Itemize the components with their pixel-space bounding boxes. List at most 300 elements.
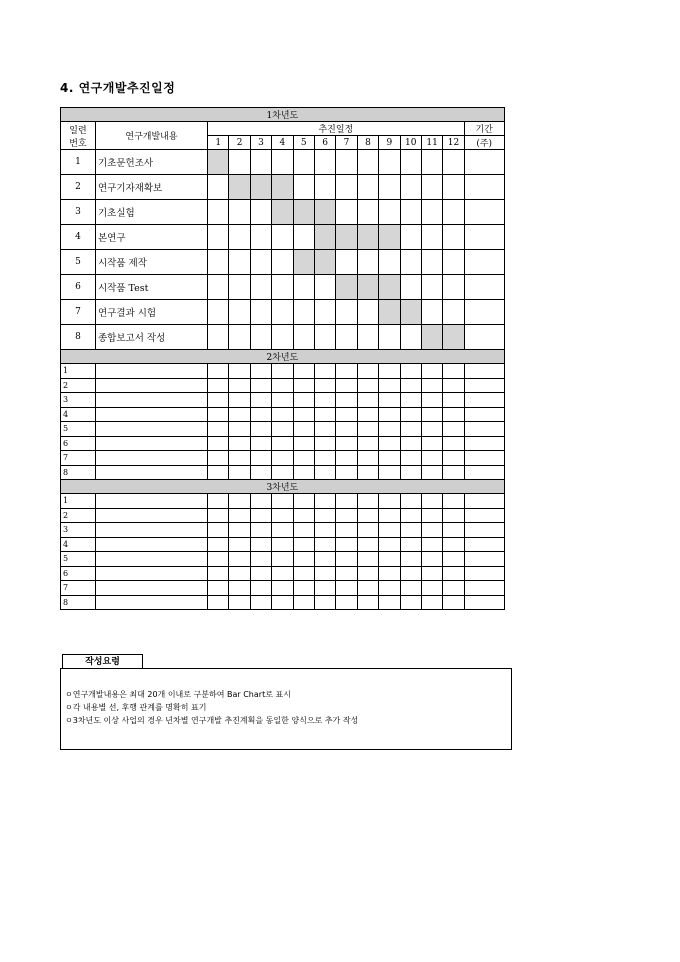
gantt-bar-cell [250,175,271,200]
month-cell [336,300,357,325]
month-cell [421,508,442,523]
month-header: 9 [379,136,400,150]
month-cell [336,422,357,437]
task-row [61,150,505,175]
task-row [61,325,505,350]
month-cell [229,508,250,523]
month-cell [250,300,271,325]
month-cell [379,523,400,538]
month-cell [293,422,314,437]
month-cell [314,407,335,422]
month-cell [443,451,464,466]
month-cell [208,225,229,250]
month-cell [400,581,421,596]
gantt-bar-cell [443,325,464,350]
month-cell [272,378,293,393]
period-cell[interactable] [464,494,504,509]
month-cell [229,537,250,552]
month-cell [400,566,421,581]
gantt-bar-cell [293,250,314,275]
month-cell [293,465,314,480]
month-cell [229,494,250,509]
period-cell[interactable] [464,225,504,250]
month-cell [208,465,229,480]
month-cell [272,150,293,175]
month-cell [379,150,400,175]
month-cell [293,451,314,466]
task-row [61,300,505,325]
month-cell [314,300,335,325]
row-number: 5 [61,552,96,567]
year-header-row [61,480,505,494]
empty-row [61,465,505,480]
month-cell [336,523,357,538]
month-cell [293,581,314,596]
month-cell [357,407,378,422]
month-cell [250,552,271,567]
month-cell [379,378,400,393]
month-cell [293,300,314,325]
month-cell [229,566,250,581]
month-cell [443,393,464,408]
month-cell [208,552,229,567]
task-row [61,225,505,250]
month-cell [293,150,314,175]
content-cell[interactable] [96,523,208,538]
period-cell[interactable] [464,451,504,466]
month-cell [208,451,229,466]
month-cell [208,407,229,422]
month-cell [400,595,421,610]
month-cell [314,494,335,509]
gantt-bar-cell [336,275,357,300]
month-cell [400,523,421,538]
month-cell [357,552,378,567]
row-number: 1 [61,494,96,509]
task-name: 시작품 제작 [96,250,208,275]
month-cell [379,407,400,422]
col-content-header: 연구개발내용 [96,122,208,150]
month-header: 4 [272,136,293,150]
month-header: 5 [293,136,314,150]
month-header: 12 [443,136,464,150]
content-cell[interactable] [96,407,208,422]
month-cell [357,595,378,610]
month-cell [208,325,229,350]
month-cell [272,566,293,581]
month-cell [229,200,250,225]
month-cell [400,436,421,451]
month-cell [336,200,357,225]
schedule-table [60,107,505,610]
guide-heading: 작성요령 [62,654,143,669]
month-cell [336,465,357,480]
month-cell [421,523,442,538]
col-period-header: 기간 [464,122,504,136]
month-cell [336,325,357,350]
month-cell [357,378,378,393]
period-cell[interactable] [464,552,504,567]
content-cell[interactable] [96,595,208,610]
month-cell [229,436,250,451]
month-cell [208,300,229,325]
month-cell [229,581,250,596]
month-cell [357,451,378,466]
month-cell [443,581,464,596]
empty-row [61,566,505,581]
period-cell[interactable] [464,378,504,393]
month-cell [293,325,314,350]
month-cell [208,436,229,451]
content-cell[interactable] [96,552,208,567]
month-cell [250,364,271,379]
month-cell [314,364,335,379]
month-cell [229,595,250,610]
month-cell [357,325,378,350]
month-cell [250,566,271,581]
month-cell [443,422,464,437]
month-cell [421,300,442,325]
month-cell [443,275,464,300]
period-cell[interactable] [464,200,504,225]
month-cell [421,225,442,250]
month-cell [272,451,293,466]
period-cell[interactable] [464,364,504,379]
period-cell[interactable] [464,465,504,480]
task-row [61,250,505,275]
empty-row [61,595,505,610]
col-period-unit: (주) [464,136,504,150]
content-cell[interactable] [96,422,208,437]
month-cell [357,422,378,437]
period-cell[interactable] [464,150,504,175]
row-number: 7 [61,451,96,466]
month-cell [400,537,421,552]
task-number: 2 [61,175,96,200]
month-cell [250,537,271,552]
month-cell [250,275,271,300]
month-cell [421,566,442,581]
month-cell [336,150,357,175]
month-cell [400,508,421,523]
month-cell [379,422,400,437]
month-cell [272,508,293,523]
row-number: 3 [61,393,96,408]
month-cell [421,407,442,422]
month-cell [229,407,250,422]
year-label: 2차년도 [61,350,505,364]
period-cell[interactable] [464,250,504,275]
month-cell [250,393,271,408]
gantt-bar-cell [379,300,400,325]
task-row [61,175,505,200]
month-cell [272,581,293,596]
month-cell [379,325,400,350]
month-cell [272,364,293,379]
month-cell [293,595,314,610]
month-cell [208,595,229,610]
row-number: 6 [61,566,96,581]
row-number: 8 [61,595,96,610]
task-name: 종합보고서 작성 [96,325,208,350]
month-cell [229,225,250,250]
month-cell [208,566,229,581]
month-cell [208,200,229,225]
month-cell [336,451,357,466]
empty-row [61,436,505,451]
month-header: 7 [336,136,357,150]
gantt-bar-cell [379,225,400,250]
month-cell [293,494,314,509]
task-name: 연구기자재확보 [96,175,208,200]
month-cell [379,200,400,225]
month-cell [272,552,293,567]
month-cell [272,275,293,300]
month-cell [314,175,335,200]
month-cell [357,494,378,509]
empty-row [61,494,505,509]
month-cell [314,150,335,175]
month-cell [272,537,293,552]
month-cell [293,175,314,200]
empty-row [61,393,505,408]
month-cell [208,250,229,275]
period-cell[interactable] [464,581,504,596]
gantt-bar-cell [293,200,314,225]
empty-row [61,378,505,393]
month-cell [443,407,464,422]
month-cell [336,595,357,610]
period-cell[interactable] [464,537,504,552]
year-header-row [61,350,505,364]
month-header: 1 [208,136,229,150]
month-cell [293,364,314,379]
month-cell [379,595,400,610]
period-cell[interactable] [464,175,504,200]
content-cell[interactable] [96,393,208,408]
month-cell [400,175,421,200]
period-cell[interactable] [464,422,504,437]
period-cell[interactable] [464,508,504,523]
month-cell [229,451,250,466]
content-cell[interactable] [96,508,208,523]
month-cell [293,537,314,552]
month-header: 11 [421,136,442,150]
month-cell [421,175,442,200]
content-cell[interactable] [96,451,208,466]
empty-row [61,422,505,437]
month-cell [272,225,293,250]
month-cell [272,393,293,408]
empty-row [61,523,505,538]
month-cell [229,325,250,350]
month-cell [336,537,357,552]
month-header: 3 [250,136,271,150]
month-cell [293,225,314,250]
period-cell[interactable] [464,523,504,538]
month-cell [421,465,442,480]
month-cell [272,325,293,350]
month-cell [379,436,400,451]
month-cell [229,275,250,300]
content-cell[interactable] [96,364,208,379]
month-cell [443,436,464,451]
month-cell [336,566,357,581]
gantt-bar-cell [272,200,293,225]
gantt-bar-cell [421,325,442,350]
period-cell[interactable] [464,325,504,350]
month-cell [400,150,421,175]
month-cell [400,364,421,379]
guide-line-1: ㅇ연구개발내용은 최대 20개 이내로 구분하여 Bar Chart로 표시 [65,690,291,699]
month-cell [357,537,378,552]
guide-line-2: ㅇ각 내용별 선, 후행 관계를 명확히 표기 [65,703,207,712]
month-cell [379,581,400,596]
month-cell [357,508,378,523]
header-row [61,122,505,136]
gantt-bar-cell [208,150,229,175]
month-cell [229,300,250,325]
gantt-bar-cell [400,300,421,325]
month-cell [379,552,400,567]
month-cell [314,393,335,408]
month-cell [443,523,464,538]
month-cell [400,378,421,393]
month-cell [379,465,400,480]
task-name: 본연구 [96,225,208,250]
month-cell [229,523,250,538]
month-cell [379,175,400,200]
row-number: 4 [61,537,96,552]
task-name: 기초실험 [96,200,208,225]
month-cell [421,422,442,437]
month-cell [400,250,421,275]
month-cell [229,250,250,275]
period-cell[interactable] [464,393,504,408]
month-cell [336,364,357,379]
month-cell [314,581,335,596]
month-cell [400,451,421,466]
month-cell [357,436,378,451]
period-cell[interactable] [464,595,504,610]
month-cell [293,436,314,451]
month-cell [208,537,229,552]
gantt-bar-cell [272,175,293,200]
month-cell [379,393,400,408]
task-number: 8 [61,325,96,350]
content-cell[interactable] [96,378,208,393]
period-cell[interactable] [464,566,504,581]
month-cell [314,275,335,300]
row-number: 7 [61,581,96,596]
task-name: 기초문헌조사 [96,150,208,175]
month-cell [272,465,293,480]
month-cell [357,393,378,408]
month-cell [421,581,442,596]
month-cell [250,422,271,437]
task-number: 3 [61,200,96,225]
row-number: 2 [61,378,96,393]
month-cell [443,250,464,275]
month-cell [336,250,357,275]
month-cell [379,364,400,379]
period-cell[interactable] [464,436,504,451]
month-cell [400,200,421,225]
month-cell [336,581,357,596]
year-label: 3차년도 [61,480,505,494]
row-number: 5 [61,422,96,437]
month-cell [250,250,271,275]
month-cell [443,595,464,610]
col-no-line2: 번호 [69,138,87,149]
month-cell [336,436,357,451]
month-cell [443,200,464,225]
month-cell [421,150,442,175]
content-cell[interactable] [96,537,208,552]
month-cell [379,250,400,275]
content-cell[interactable] [96,581,208,596]
month-cell [272,436,293,451]
month-cell [421,595,442,610]
month-cell [400,325,421,350]
month-cell [336,175,357,200]
content-cell[interactable] [96,465,208,480]
content-cell[interactable] [96,494,208,509]
task-row [61,200,505,225]
month-cell [250,595,271,610]
row-number: 4 [61,407,96,422]
content-cell[interactable] [96,566,208,581]
month-cell [314,552,335,567]
month-cell [421,250,442,275]
month-cell [421,364,442,379]
month-cell [314,566,335,581]
period-cell[interactable] [464,275,504,300]
month-cell [400,422,421,437]
gantt-bar-cell [229,175,250,200]
month-cell [229,422,250,437]
task-name: 연구결과 시험 [96,300,208,325]
month-cell [336,552,357,567]
period-cell[interactable] [464,300,504,325]
month-cell [443,378,464,393]
row-number: 1 [61,364,96,379]
gantt-bar-cell [314,200,335,225]
month-cell [250,494,271,509]
gantt-bar-cell [314,225,335,250]
empty-row [61,552,505,567]
guide-line-3: ㅇ3차년도 이상 사업의 경우 년차별 연구개발 추진계획을 동일한 양식으로 추가 작성 [65,716,359,725]
month-cell [357,523,378,538]
month-cell [250,325,271,350]
col-no-line1: 일련 [69,125,87,136]
content-cell[interactable] [96,436,208,451]
empty-row [61,451,505,466]
month-cell [229,364,250,379]
month-cell [443,300,464,325]
year-header-row [61,108,505,122]
row-number: 2 [61,508,96,523]
month-cell [314,537,335,552]
col-no-header [61,122,96,150]
period-cell[interactable] [464,407,504,422]
month-cell [208,523,229,538]
month-cell [336,508,357,523]
month-cell [400,465,421,480]
month-cell [250,407,271,422]
month-header: 2 [229,136,250,150]
month-cell [250,581,271,596]
